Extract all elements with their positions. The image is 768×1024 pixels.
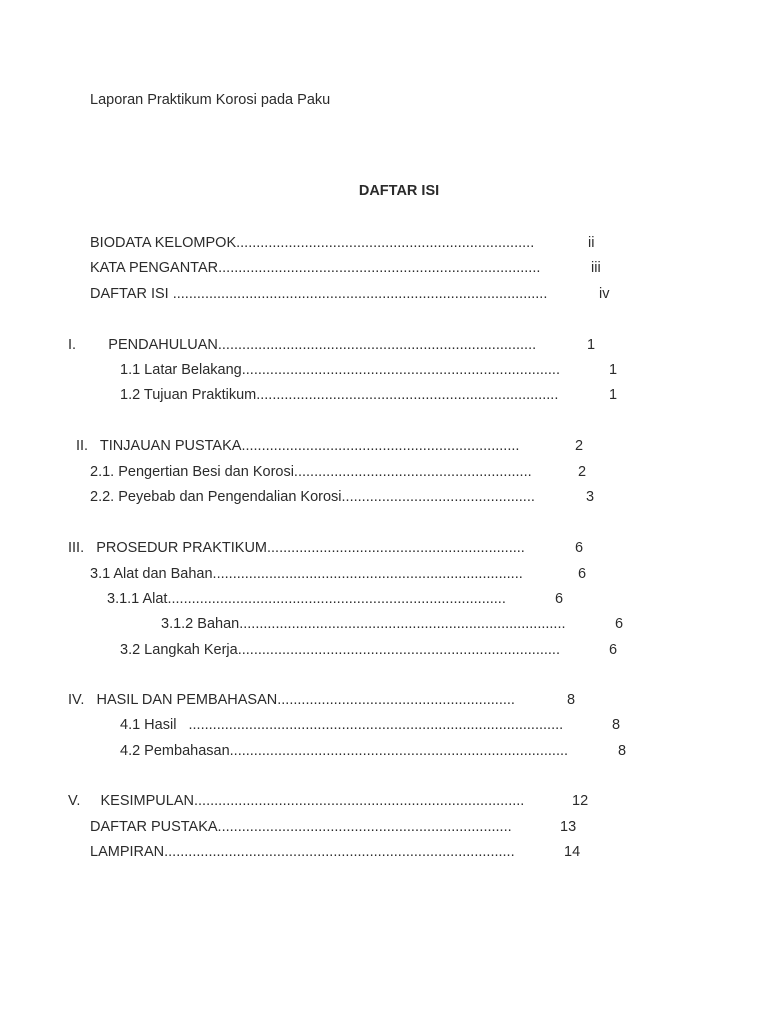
toc-heading: DAFTAR ISI <box>358 183 440 199</box>
toc-page-number: 1 <box>609 362 618 378</box>
document-header-title: Laporan Praktikum Korosi pada Paku <box>90 92 331 108</box>
toc-entry-kata-pengantar: KATA PENGANTAR................................................................................ <box>90 260 541 276</box>
toc-entry-alat-dan-bahan: 3.1 Alat dan Bahan............................................................................. <box>90 566 523 582</box>
toc-entry-langkah-kerja: 3.2 Langkah Kerja................................................................................ <box>120 642 560 658</box>
toc-entry-kesimpulan: V. KESIMPULAN.................................................................................. <box>68 793 525 809</box>
toc-entry-lampiran: LAMPIRAN....................................................................................... <box>90 844 515 860</box>
toc-page-number: 6 <box>615 616 624 632</box>
toc-entry-prosedur-praktikum: III. PROSEDUR PRAKTIKUM................................................................ <box>68 540 525 556</box>
toc-entry-tinjauan-pustaka: II. TINJAUAN PUSTAKA..................................................................... <box>76 438 520 454</box>
toc-entry-alat: 3.1.1 Alat.................................................................................... <box>107 591 506 607</box>
toc-page-number: 6 <box>555 591 564 607</box>
toc-page-number: 12 <box>572 793 589 809</box>
toc-page-number: 1 <box>587 337 596 353</box>
toc-page-number: 8 <box>612 717 621 733</box>
toc-page-number: 8 <box>567 692 576 708</box>
toc-entry-hasil-pembahasan: IV. HASIL DAN PEMBAHASAN........................................................... <box>68 692 515 708</box>
toc-page-number: 3 <box>586 489 595 505</box>
toc-page-number: 1 <box>609 387 618 403</box>
toc-page-number: 8 <box>618 743 627 759</box>
toc-entry-latar-belakang: 1.1 Latar Belakang............................................................................... <box>120 362 560 378</box>
toc-page-number: 6 <box>578 566 587 582</box>
toc-page-number: 2 <box>578 464 587 480</box>
toc-page-number: ii <box>588 235 595 251</box>
toc-entry-penyebab-korosi: 2.2. Peyebab dan Pengendalian Korosi................................................ <box>90 489 535 505</box>
toc-entry-bahan: 3.1.2 Bahan................................................................................. <box>161 616 566 632</box>
toc-entry-daftar-isi: DAFTAR ISI ............................................................................................. <box>90 286 548 302</box>
toc-entry-daftar-pustaka: DAFTAR PUSTAKA......................................................................... <box>90 819 512 835</box>
toc-entry-tujuan-praktikum: 1.2 Tujuan Praktikum........................................................................... <box>120 387 559 403</box>
toc-entry-pembahasan: 4.2 Pembahasan.................................................................................... <box>120 743 569 759</box>
toc-page-number: 6 <box>575 540 584 556</box>
toc-entry-biodata: BIODATA KELOMPOK.......................................................................... <box>90 235 535 251</box>
toc-page-number: iv <box>599 286 610 302</box>
toc-page-number: 13 <box>560 819 577 835</box>
toc-page-number: iii <box>591 260 601 276</box>
toc-page-number: 2 <box>575 438 584 454</box>
toc-entry-hasil: 4.1 Hasil ............................................................................................. <box>120 717 564 733</box>
toc-entry-pengertian-besi: 2.1. Pengertian Besi dan Korosi........................................................... <box>90 464 532 480</box>
toc-entry-pendahuluan: I. PENDAHULUAN............................................................................... <box>68 337 537 353</box>
toc-page-number: 6 <box>609 642 618 658</box>
toc-page-number: 14 <box>564 844 581 860</box>
